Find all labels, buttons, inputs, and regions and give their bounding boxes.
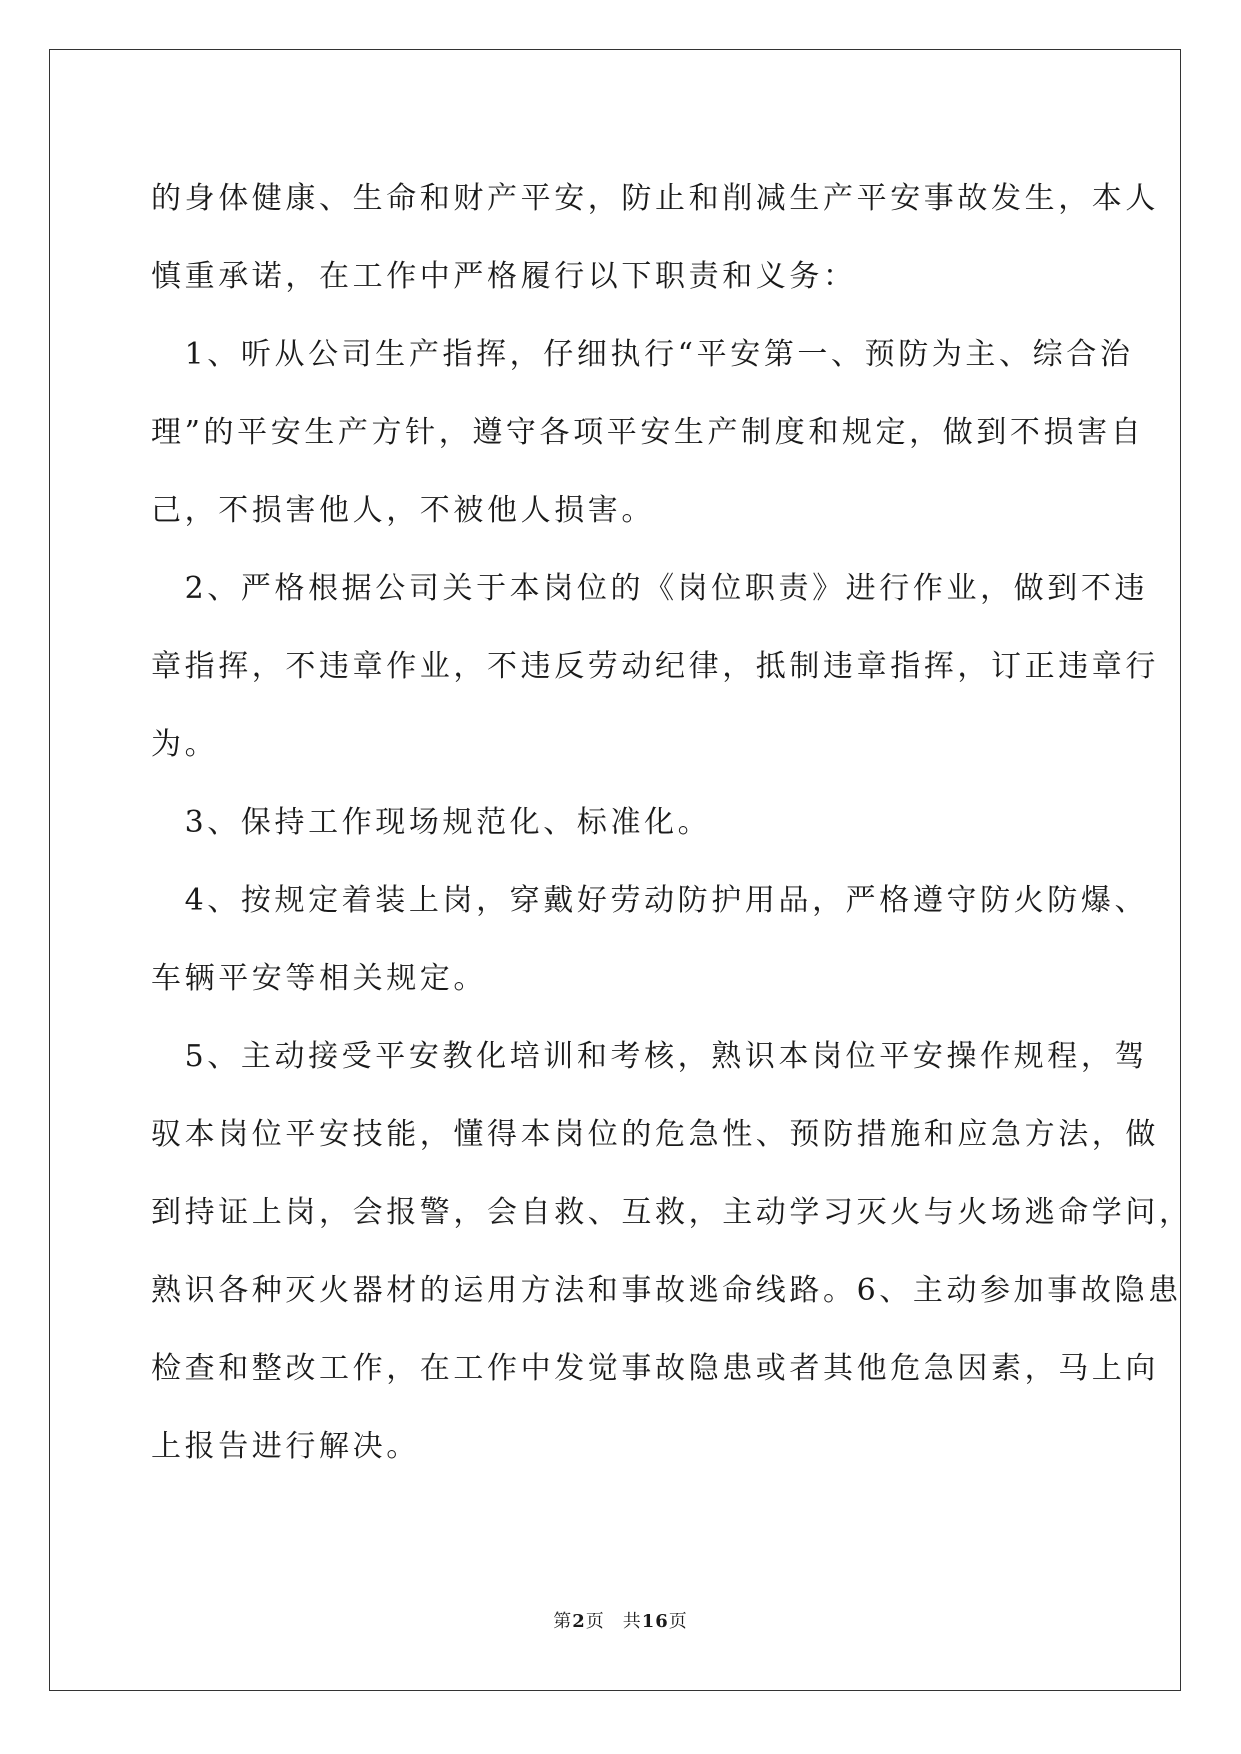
page-suffix: 页 xyxy=(585,1611,605,1632)
text-line: 2、严格根据公司关于本岗位的《岗位职责》进行作业，做到不违 xyxy=(151,571,1149,606)
text-line: 驭本岗位平安技能，懂得本岗位的危急性、预防措施和应急方法，做 xyxy=(151,1117,1159,1152)
page-number: 2 xyxy=(572,1611,586,1632)
page-footer xyxy=(0,1610,1241,1634)
text-line: 慎重承诺，在工作中严格履行以下职责和义务： xyxy=(151,259,857,294)
text-line: 1、听从公司生产指挥，仔细执行“平安第一、预防为主、综合治 xyxy=(151,337,1134,372)
text-line: 4、按规定着装上岗，穿戴好劳动防护用品，严格遵守防火防爆、 xyxy=(151,883,1149,918)
total-pages: 16 xyxy=(641,1611,669,1632)
total-prefix: 共 xyxy=(622,1611,642,1632)
page-prefix: 第 xyxy=(553,1611,573,1632)
text-line: 5、主动接受平安教化培训和考核，熟识本岗位平安操作规程，驾 xyxy=(151,1039,1149,1074)
text-line: 章指挥，不违章作业，不违反劳动纪律，抵制违章指挥，订正违章行 xyxy=(151,649,1159,684)
text-line: 理”的平安生产方针，遵守各项平安生产制度和规定，做到不损害自 xyxy=(151,415,1145,450)
text-line: 检查和整改工作，在工作中发觉事故隐患或者其他危急因素，马上向 xyxy=(151,1351,1159,1386)
text-line: 的身体健康、生命和财产平安，防止和削减生产平安事故发生，本人 xyxy=(151,181,1159,216)
text-line: 车辆平安等相关规定。 xyxy=(151,961,487,996)
total-suffix: 页 xyxy=(668,1611,688,1632)
text-line: 熟识各种灭火器材的运用方法和事故逃命线路。6、主动参加事故隐患 xyxy=(151,1273,1182,1308)
text-line: 己，不损害他人，不被他人损害。 xyxy=(151,493,655,528)
text-line: 到持证上岗，会报警，会自救、互救，主动学习灭火与火场逃命学问， xyxy=(151,1195,1193,1230)
text-line: 3、保持工作现场规范化、标准化。 xyxy=(151,805,712,840)
document-body xyxy=(151,160,1193,1486)
text-line: 上报告进行解决。 xyxy=(151,1429,420,1464)
text-line: 为。 xyxy=(151,727,219,762)
